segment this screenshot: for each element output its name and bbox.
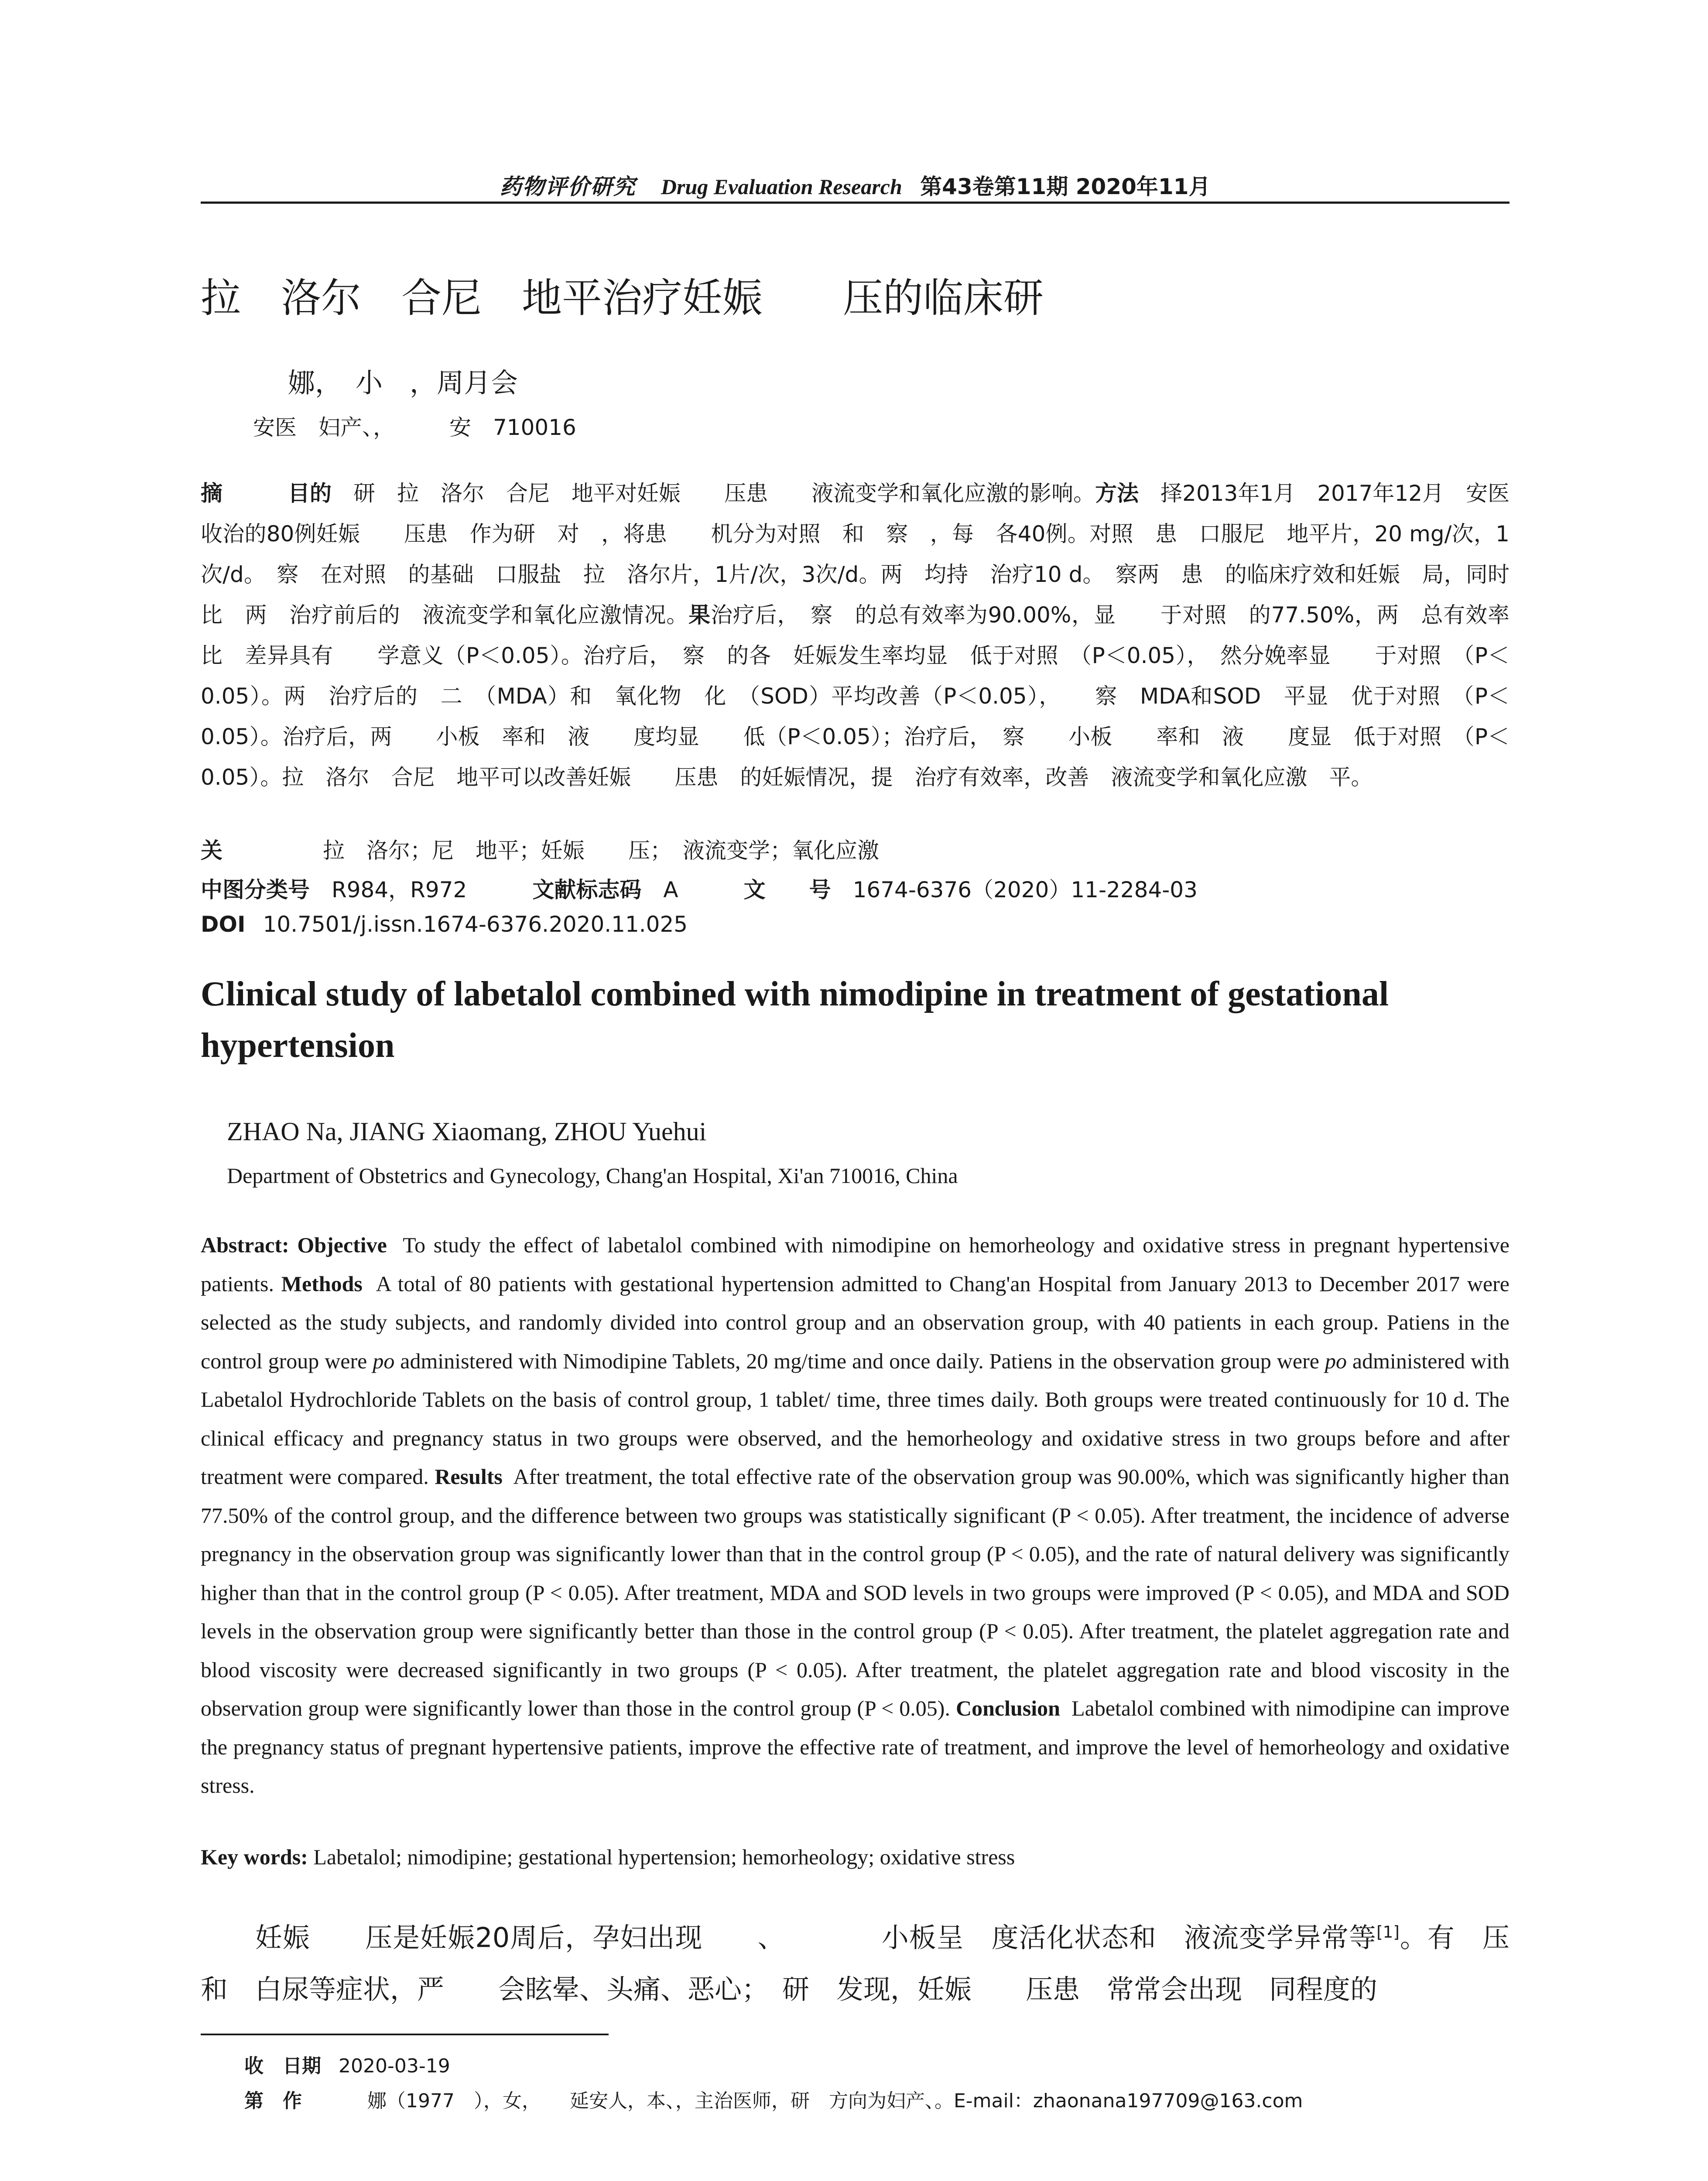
en-authors: ZHAO Na, JIANG Xiaomang, ZHOU Yuehui — [227, 1117, 707, 1146]
en-keywords — [201, 1844, 1015, 1870]
received-label: 收 日期 — [244, 2055, 321, 2077]
en-abstract-label: Abstract: — [201, 1233, 289, 1257]
cn-title: 拉 洛尔 合尼 地平治疗妊娠 压的临床研 — [201, 275, 1044, 321]
issue-info: 第43卷第11期 2020年11月 — [920, 174, 1211, 199]
cn-conclusion-text: 拉 洛尔 合尼 地平可以改善妊娠 压患 的妊娠情况，提 治疗有效率，改善 液流变学和氧化应激 平。 — [282, 765, 1373, 790]
footnote-received — [244, 2050, 450, 2078]
citation-ref: [1] — [1376, 1922, 1400, 1942]
en-title: Clinical study of labetalol combined with nimodipine in treatment of gestational hypertension — [201, 975, 1389, 1065]
author-label: 第 作 — [244, 2090, 302, 2112]
doc-code-label: 文献标志码 — [532, 877, 642, 902]
en-keywords-text: Labetalol; nimodipine; gestational hypertension; hemorheology; oxidative stress — [313, 1845, 1015, 1869]
journal-logo: 药物评价研究 — [500, 174, 636, 199]
en-results-label: Results — [435, 1464, 503, 1489]
journal-name-en: Drug Evaluation Research — [661, 174, 902, 199]
en-objective-label: Objective — [297, 1233, 387, 1257]
received-date: 2020-03-19 — [339, 2055, 450, 2077]
cn-classification-row — [201, 872, 1198, 904]
en-results-text: After treatment, the total effective rate of the observation group was 90.00%, which was significantly higher than 77.50% of the control group, and the difference between two groups was statistically significant (P < 0.05). After treatment, the incidence of adverse pregnancy in the observation group was significantly lower than that in the control group (P < 0.05), and the rate of natural delivery was significantly higher than that in the control group (P < 0.05). After treatment, MDA and SOD levels in two groups were improved (P < 0.05), and MDA and SOD levels in the observation group were significantly better than those in the control group (P < 0.05). After treatment, the platelet aggregation rate and blood viscosity were decreased significantly in two groups (P < 0.05). After treatment, the platelet aggregation rate and blood viscosity in the observation group were significantly lower than those in the control group (P < 0.05). — [201, 1464, 1510, 1720]
cn-keywords-text: 拉 洛尔；尼 地平；妊娠 压； 液流变学；氧化应激 — [323, 838, 879, 863]
article-no-label: 文 号 — [743, 877, 831, 902]
cn-results-label: 果 — [688, 602, 711, 628]
cn-authors: 娜， 小 ，周月会 — [288, 367, 518, 399]
doi-row — [201, 912, 688, 937]
cn-keywords — [201, 833, 879, 865]
clc-value: R984，R972 — [332, 877, 467, 902]
cn-objective-label: 目的 — [288, 481, 332, 506]
body-text-1: 妊娠 压是妊娠20周后，孕妇出现 、 小板呈 度活化状态和 液流变学异常等 — [255, 1921, 1377, 1954]
doc-code-value: A — [663, 877, 678, 902]
cn-methods-label: 方法 — [1095, 481, 1139, 506]
cn-methods-text: 择2013年1月 2017年12月 安医 收治的80例妊娠 压患 作为研 对 ，将患 机分为对照 和 察 ，每 各40例。对照 患 口服尼 地平片，20 mg/次，1次/d。 察 在对照 的基础 口服盐 拉 洛尔片，1片/次，3次/d。两 均持 治疗10 d。 察两 患 的临床疗效和妊娠 局，同时比 两 治疗前后的 液流变学和氧化应激情况。 — [201, 481, 1532, 628]
en-objective-text: To study the effect of labetalol combined with nimodipine on hemorheology and oxidative stress in pregnant hypertensive patients. — [201, 1233, 1509, 1296]
cn-objective-text: 研 拉 洛尔 合尼 地平对妊娠 压患 液流变学和氧化应激的影响。 — [353, 481, 1095, 506]
article-no-value: 1674-6376（2020）11-2284-03 — [852, 877, 1198, 902]
cn-abstract-label: 摘 — [201, 481, 223, 506]
po-abbrev: po — [1325, 1348, 1347, 1373]
body-paragraph — [201, 1906, 1509, 2015]
cn-results-text: 治疗后， 察 的总有效率为90.00%，显 于对照 的77.50%，两 总有效率比 差异具有 学意义（P＜0.05）。治疗后， 察 的各 妊娠发生率均显 低于对照 （P＜0.05）， 然分娩率显 于对照 （P＜0.05）。两 治疗后的 二 （MDA）和 氧化物 化 （SOD）平均改善（P＜0.05）， 察 MDA和SOD 平显 优于对照 （P＜0.05）。治疗后，两 小板 率和 液 度均显 低（P＜0.05）；治疗后， 察 小板 率和 液 度显 低于对照 （P＜0.05）。 — [201, 602, 1509, 790]
en-keywords-label: Key words: — [201, 1845, 308, 1869]
clc-label: 中图分类号 — [201, 877, 310, 902]
en-methods-text-1: A total of 80 patients with gestational hypertension admitted to Chang'an Hospital from January 2013 to December 2017 were selected as the study subjects, and randomly divided into control group and an observation group, with 40 patients in each group. Patiens in the control group were — [201, 1271, 1509, 1373]
en-methods-text-2: administered with Nimodipine Tablets, 20 mg/time and once daily. Patiens in the observation group were — [400, 1348, 1319, 1373]
doi-label: DOI — [201, 912, 246, 937]
en-methods-text-3: administered with Labetalol Hydrochloride Tablets on the basis of control group, 1 tablet/ time, three times daily. Both groups were treated continuously for 10 d. The clinical efficacy and pregnancy status in two groups were observed, and the hemorheology and oxidative stress in two groups before and after treatment were compared. — [201, 1348, 1510, 1489]
en-abstract — [201, 1226, 1509, 1805]
cn-affiliation: 安医 妇产、， 安 710016 — [253, 415, 576, 440]
en-methods-label: Methods — [281, 1271, 363, 1296]
footnote-rule — [201, 2034, 609, 2035]
en-conclusion-text: Labetalol combined with nimodipine can improve the pregnancy status of pregnant hypertensive patients, improve the effective rate of treatment, and improve the level of hemorheology and oxidative stress. — [201, 1696, 1510, 1798]
author-info: 娜（1977 ），女， 延安人，本、，主治医师，研 方向为妇产、。E-mail：zhaonana197709@163.com — [367, 2090, 1303, 2112]
en-affiliation: Department of Obstetrics and Gynecology, Chang'an Hospital, Xi'an 710016, China — [227, 1163, 958, 1188]
header-rule — [201, 202, 1509, 204]
running-header — [201, 169, 1509, 201]
po-abbrev: po — [373, 1348, 395, 1373]
en-conclusion-label: Conclusion — [956, 1696, 1060, 1720]
doi-value: 10.7501/j.issn.1674-6376.2020.11.025 — [263, 912, 688, 937]
cn-keywords-label: 关 — [201, 838, 222, 863]
body-text-2: 。有 压和 白尿等症状，严 会眩晕、头痛、恶心； 研 发现，妊娠 压患 常常会出现 同程度的 — [201, 1921, 1509, 2005]
cn-abstract — [201, 473, 1532, 798]
footnote-author — [244, 2085, 1303, 2113]
